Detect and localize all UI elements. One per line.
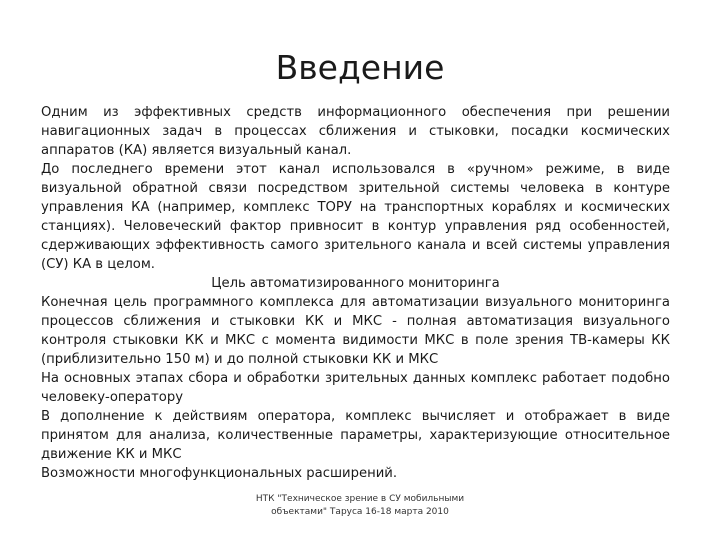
slide-title: Введение — [275, 48, 445, 87]
slide-body — [41, 103, 670, 483]
paragraph-final-goal: Конечная цель программного комплекса для автоматизации визуального мониторинга процессов сближения и стыковки КК и МКС - полная автоматизация визуального контроля стыковки КК и МКС с момента видимости МКС в поле зрения ТВ-камеры КК (приблизительно 150 м) и до полной стыковки КК и МКС — [41, 295, 670, 367]
slide-footer: НТК "Техническое зрение в СУ мобильными объектами" Таруса 16-18 марта 2010 — [255, 494, 465, 517]
paragraph-manual-mode: До последнего времени этот канал использовался в «ручном» режиме, в виде визуальной обратной связи посредством зрительной системы человека в контуре управления КА (например, комплекс ТОРУ на транспортных кораблях и космических станциях). Человеческий фактор привносит в контур управления ряд особенностей, сдерживающих эффективность самого зрительного канала и всей системы управления (СУ) КА в целом. — [41, 162, 670, 272]
paragraph-intro: Одним из эффективных средств информационного обеспечения при решении навигационных задач в процессах сближения и стыковки, посадки космических аппаратов (КА) является визуальный канал. — [41, 105, 670, 158]
paragraph-quantitative: В дополнение к действиям оператора, комплекс вычисляет и отображает в виде принятом для анализа, количественные параметры, характеризующие относительное движение КК и МКС — [41, 409, 670, 462]
section-heading-goal: Цель автоматизированного мониторинга — [211, 276, 500, 291]
paragraph-extensions: Возможности многофункциональных расширений. — [41, 466, 398, 481]
paragraph-operator-like: На основных этапах сбора и обработки зрительных данных комплекс работает подобно человеку-оператору — [41, 371, 670, 405]
